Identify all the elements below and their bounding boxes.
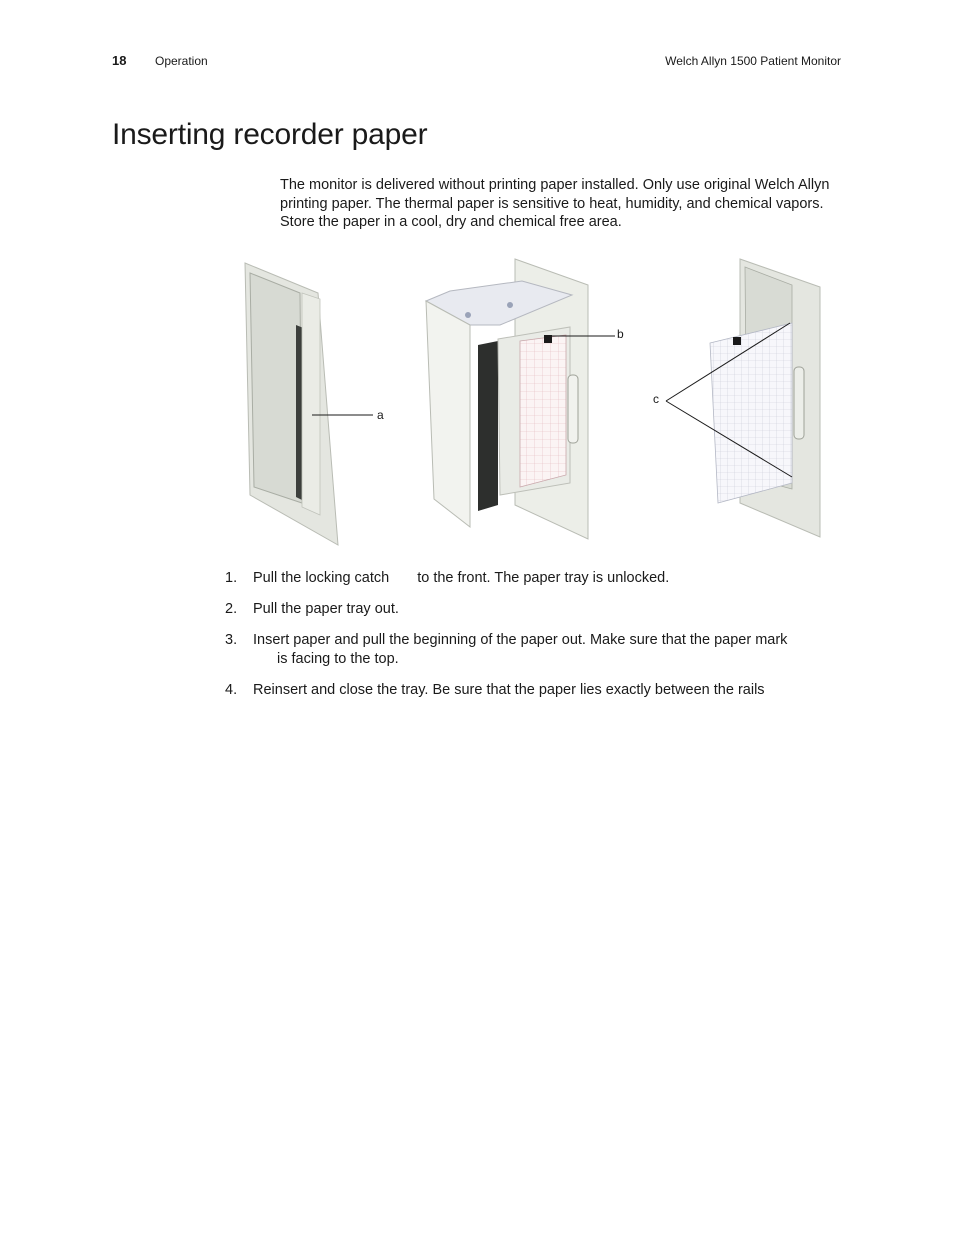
section-name: Operation <box>155 54 208 68</box>
page-title: Inserting recorder paper <box>112 118 428 151</box>
step-text: to the front. The paper tray is unlocked. <box>417 570 670 586</box>
callout-b: b <box>617 327 624 341</box>
product-name: Welch Allyn 1500 Patient Monitor <box>665 54 841 68</box>
step-number: 4. <box>225 681 238 698</box>
step-item <box>225 600 845 619</box>
recorder-paper-inserted-image <box>710 259 820 537</box>
step-text: Reinsert and close the tray. Be sure that the paper lies exactly between the rails <box>253 681 765 698</box>
page-number: 18 <box>112 53 127 68</box>
recorder-tray-open-image <box>426 259 588 539</box>
step-text-continued: is facing to the top. <box>277 650 399 667</box>
callout-a: a <box>377 408 384 422</box>
step-item <box>225 569 845 588</box>
step-text: Pull the paper tray out. <box>253 601 399 617</box>
step-item <box>225 631 845 668</box>
callout-c: c <box>653 392 659 406</box>
step-item <box>225 681 845 700</box>
step-number: 2. <box>225 601 238 617</box>
recorder-figure <box>230 255 830 550</box>
instruction-steps <box>225 569 845 712</box>
step-number: 1. <box>225 570 238 586</box>
intro-paragraph: The monitor is delivered without printing paper installed. Only use original Welch Allyn printing paper. The thermal paper is sensitive to heat, humidity, and chemical vapors. Store the paper in a cool, dry and chemical free area. <box>280 177 830 230</box>
step-number: 3. <box>225 632 238 648</box>
step-text: Pull the locking catch <box>253 570 390 586</box>
step-text: Insert paper and pull the beginning of the paper out. Make sure that the paper mark <box>253 632 788 648</box>
recorder-closed-image <box>245 263 338 545</box>
